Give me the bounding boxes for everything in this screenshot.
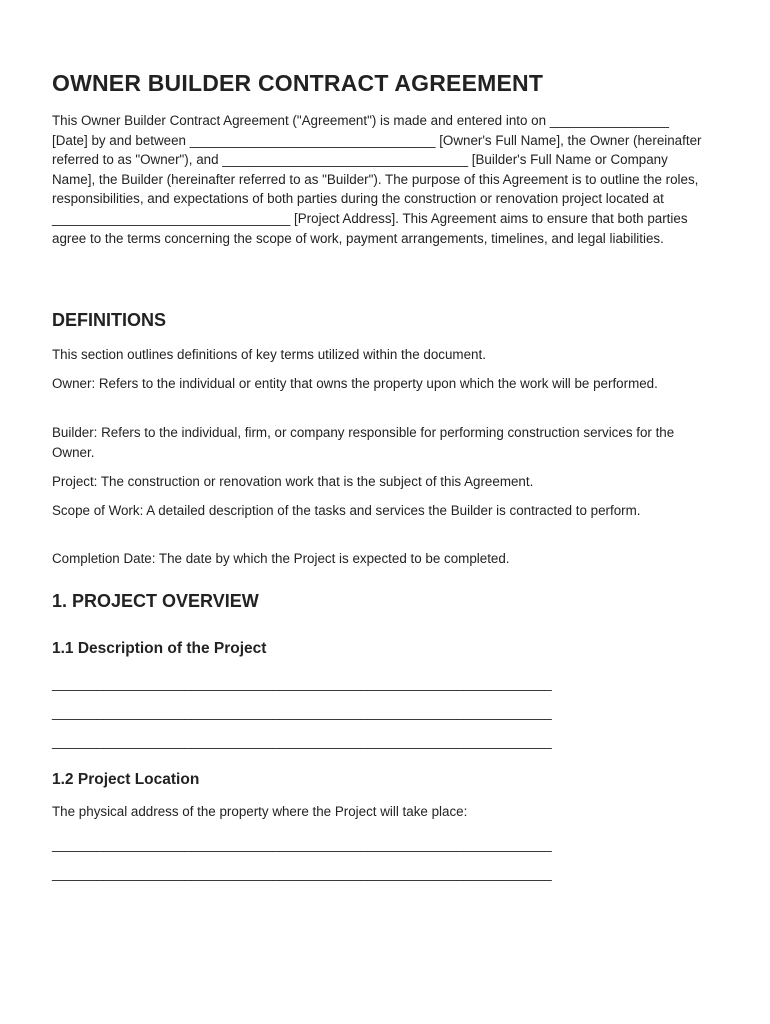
definitions-lead: This section outlines definitions of key terms utilized within the document. xyxy=(52,347,486,362)
description-blank-line: ____________________________________________________________________ xyxy=(52,705,552,720)
intro-paragraph: This Owner Builder Contract Agreement ("Agreement") is made and entered into on ________________ [Date] by and between _________________________________ [Owner's Full Name], the Owner (hereinafter referred to as "Owner"), and _________________________________ [Builder's Full Name or Company Name], the Builder (hereinafter referred to as "Builder"). The purpose of this Agreement is to outline the roles, responsibilities, and expectations of both parties during the construction or renovation project located at ________________________________ [Project Address]. This Agreement aims to ensure that both parties agree to the terms concerning the scope of work, payment arrangements, timelines, and legal liabilities. xyxy=(52,113,702,246)
definition-scope-of-work: Scope of Work: A detailed description of the tasks and services the Builder is contracted to perform. xyxy=(52,503,641,518)
project-overview-heading: 1. PROJECT OVERVIEW xyxy=(52,591,259,611)
definition-project: Project: The construction or renovation work that is the subject of this Agreement. xyxy=(52,474,534,489)
definition-builder: Builder: Refers to the individual, firm, or company responsible for performing construction services for the Owner. xyxy=(52,425,675,460)
location-lead: The physical address of the property where the Project will take place: xyxy=(52,804,468,819)
location-blank-line: ____________________________________________________________________ xyxy=(52,837,552,852)
definition-completion-date: Completion Date: The date by which the Project is expected to be completed. xyxy=(52,551,510,566)
location-heading: 1.2 Project Location xyxy=(52,771,200,788)
definitions-heading: DEFINITIONS xyxy=(52,310,167,330)
description-blank-line: ____________________________________________________________________ xyxy=(52,734,552,749)
document-title: OWNER BUILDER CONTRACT AGREEMENT xyxy=(52,70,544,96)
description-blank-line: ____________________________________________________________________ xyxy=(52,676,552,691)
location-blank-line: ____________________________________________________________________ xyxy=(52,866,552,881)
definition-owner: Owner: Refers to the individual or entity that owns the property upon which the work will be performed. xyxy=(52,376,658,391)
description-heading: 1.1 Description of the Project xyxy=(52,640,267,657)
